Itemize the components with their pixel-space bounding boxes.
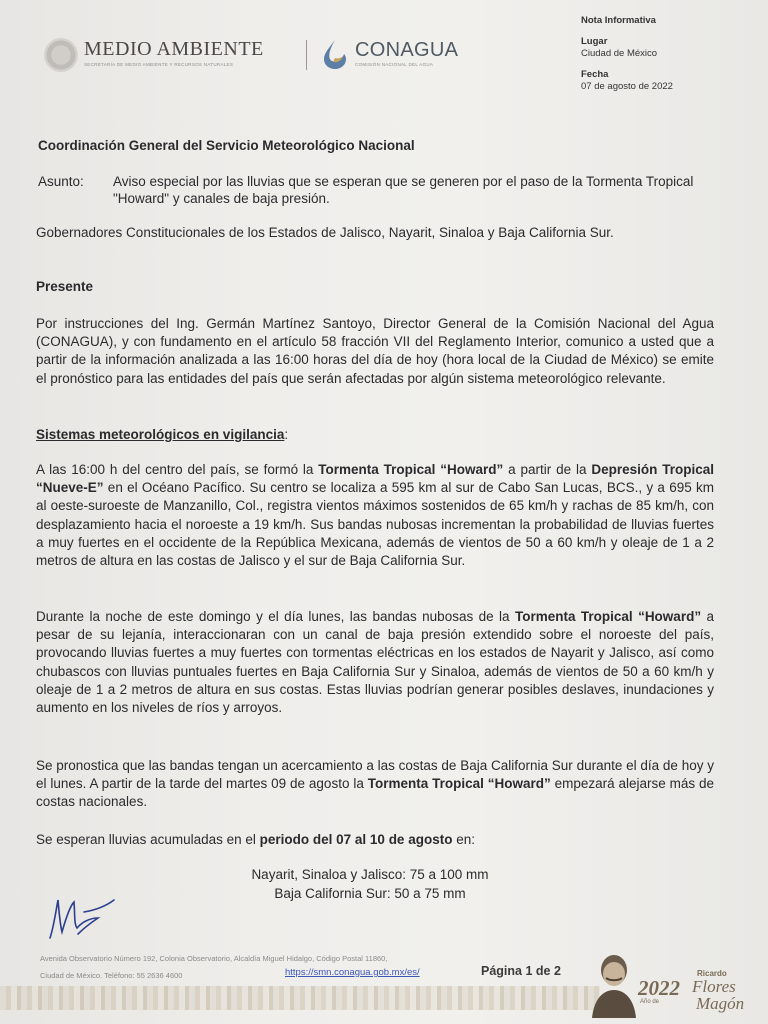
paragraph-instrucciones: Por instrucciones del Ing. Germán Martínez Santoyo, Director General de la Comisión Nacional del Agua (CONAGUA), y con fundamento en el artículo 58 fracción VII del Reglamento Interior, comunico a usted que a partir de la información analizada a las 16:00 horas del día de hoy (hora local de la Ciudad de México) se emite el pronóstico para las entidades del país que serán afectadas por algún sistema meteorológico relevante.	[36, 316, 714, 386]
emblem-flores: Flores	[692, 977, 736, 996]
lugar-label: Lugar	[581, 36, 608, 47]
paragraph-pronostico	[36, 757, 714, 812]
p3-text-a: Durante la noche de este domingo y el día lunes, las bandas nubosas de la	[36, 609, 515, 624]
paragraph-bandas-nubosas	[36, 608, 714, 717]
rainfall-list	[180, 866, 560, 903]
emblem-ano-de: Año de	[640, 999, 660, 1005]
nota-informativa-label: Nota Informativa	[581, 15, 656, 26]
handwritten-signature	[44, 888, 118, 944]
p4-text-c: empezará alejarse más de costas nacionales.	[36, 776, 715, 810]
p3-text-c: a pesar de su lejanía, interaccionaran con un canal de baja presión extendido sobre el noroeste del país, provocando lluvias fuertes a muy fuertes con tormentas eléctricas en los estados de Nayarit y Jalisco, así como chubascos con lluvias puntuales fuertes en Baja California Sur y Sinaloa, además de vientos de 50 a 60 km/h y oleaje de 1 a 2 metros de altura en sus costas. Estas lluvias podrían generar posibles deslaves, inundaciones y aumento en los niveles de ríos y arroyos.	[36, 609, 714, 716]
p5-bold-periodo: periodo del 07 al 10 de agosto	[259, 832, 453, 847]
national-seal-icon	[44, 38, 78, 72]
destinatarios: Gobernadores Constitucionales de los Estados de Jalisco, Nayarit, Sinaloa y Baja California Sur.	[36, 225, 614, 240]
p2-text-e: en el Océano Pacífico. Su centro se localiza a 595 km al sur de Cabo San Lucas, BCS., y a 695 km al oeste-suroeste de Manzanillo, Col., registra vientos máximos sostenidos de 65 km/h y rachas de 85 km/h, con desplazamiento hacia el noroeste a 19 km/h. Sus bandas nubosas incrementan la probabilidad de lluvias fuertes a muy fuertes en el occidente de la República Mexicana, además de vientos de 50 a 60 km/h y oleaje de 1 a 2 metros de altura en las costas de Jalisco y el sur de Baja California Sur.	[36, 480, 714, 569]
p2-text-a: A las 16:00 h del centro del país, se formó la	[36, 462, 319, 477]
logo-divider	[306, 40, 307, 70]
paragraph-howard-formacion	[36, 461, 714, 570]
page-indicator: Página 1 de 2	[481, 964, 561, 978]
smn-website-link[interactable]: https://smn.conagua.gob.mx/es/	[285, 967, 420, 978]
paragraph-lluvias-acumuladas	[36, 831, 714, 849]
asunto-text: Aviso especial por las lluvias que se esperan que se generen por el paso de la Tormenta Tropical "Howard" y canales de baja presión.	[113, 174, 694, 206]
document-meta	[581, 15, 673, 102]
conagua-drop-icon	[320, 38, 350, 70]
emblem-ricardo: Ricardo	[697, 969, 727, 978]
lugar-value: Ciudad de México	[581, 48, 658, 59]
fecha-label: Fecha	[581, 69, 609, 80]
p5-text-c: en:	[452, 832, 475, 847]
emblem-year: 2022	[638, 976, 680, 1000]
ricardo-flores-magon-portrait-icon	[586, 950, 642, 1018]
p4-bold-howard: Tormenta Tropical “Howard”	[367, 776, 551, 792]
footer-address-line2: Ciudad de México. Teléfono: 55 2636 4600	[40, 971, 183, 980]
p3-bold-howard: Tormenta Tropical “Howard”	[514, 609, 702, 624]
medio-ambiente-logo-text: MEDIO AMBIENTE	[84, 38, 264, 60]
coordinacion-heading: Coordinación General del Servicio Meteorológico Nacional	[38, 138, 415, 153]
sistemas-heading: Sistemas meteorológicos en vigilancia	[36, 427, 285, 442]
p2-bold-nueve-e: Depresión Tropical “Nueve-E”	[36, 462, 714, 496]
header-logos	[44, 36, 484, 76]
conagua-subtitle: COMISIÓN NACIONAL DEL AGUA	[355, 62, 434, 67]
p2-text-c: a partir de la	[503, 462, 592, 477]
rainfall-item: Baja California Sur: 50 a 75 mm	[274, 885, 466, 901]
rainfall-item: Nayarit, Sinaloa y Jalisco: 75 a 100 mm	[251, 867, 489, 882]
p2-bold-howard: Tormenta Tropical “Howard”	[318, 462, 504, 477]
sistemas-colon: :	[284, 427, 289, 442]
emblem-magon: Magón	[696, 994, 745, 1013]
footer-address-line1: Avenida Observatorio Número 192, Colonia Observatorio, Alcaldía Miguel Hidalgo, Código Postal 11860,	[40, 954, 388, 963]
asunto-label: Asunto:	[38, 174, 84, 189]
presente-heading: Presente	[36, 279, 94, 294]
fecha-value: 07 de agosto de 2022	[581, 81, 673, 92]
p4-text-a: Se pronostica que las bandas tengan un acercamiento a las costas de Baja California Sur durante el día de hoy y el lunes. A partir de la tarde del martes 09 de agosto la	[36, 758, 714, 792]
p5-text-a: Se esperan lluvias acumuladas en el	[36, 832, 260, 847]
decorative-footer-band	[0, 986, 600, 1010]
sistemas-heading-line	[36, 426, 714, 444]
conagua-logo-text: CONAGUA	[355, 39, 459, 61]
medio-ambiente-subtitle: SECRETARÍA DE MEDIO AMBIENTE Y RECURSOS NATURALES	[84, 62, 234, 67]
